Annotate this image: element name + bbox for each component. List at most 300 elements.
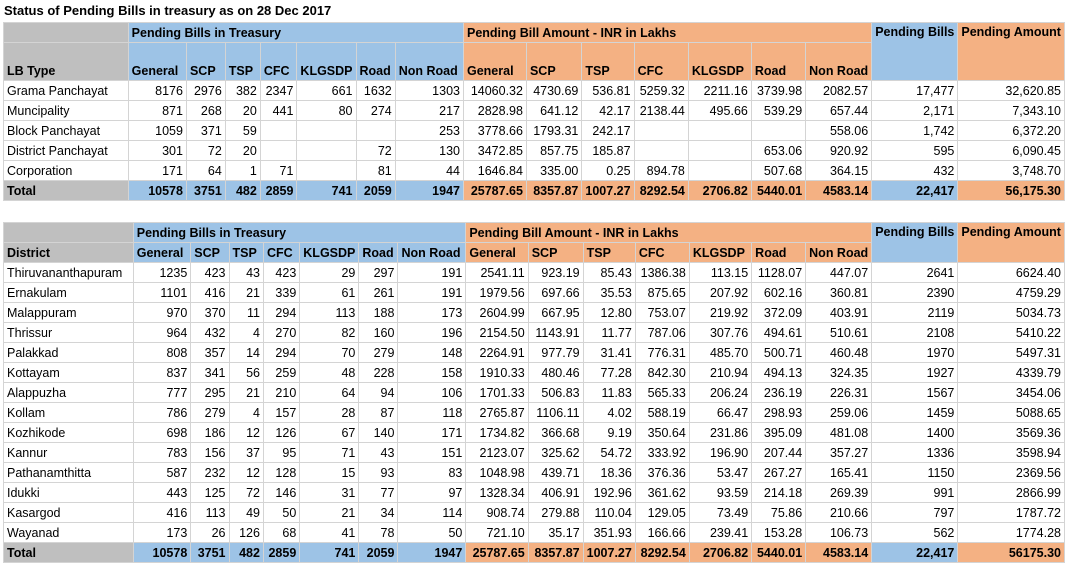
table-cell: 8176: [128, 81, 186, 101]
table-cell: [688, 161, 751, 181]
table-cell: 207.92: [689, 283, 751, 303]
table-cell: 21: [300, 503, 359, 523]
table-cell: 587: [133, 463, 191, 483]
table-cell: 126: [229, 523, 263, 543]
col-header: SCP: [528, 243, 583, 263]
table-cell: 6,090.45: [958, 141, 1065, 161]
table-cell: [751, 121, 805, 141]
table-cell: 186: [191, 423, 229, 443]
table-cell: 171: [398, 423, 466, 443]
total-cell: 4583.14: [806, 543, 872, 563]
col-header: KLGSDP: [688, 43, 751, 81]
table-cell: 72: [229, 483, 263, 503]
table-row: [4, 81, 1065, 101]
table-cell: 146: [263, 483, 299, 503]
table-cell: 188: [359, 303, 398, 323]
col-header: KLGSDP: [297, 43, 356, 81]
table-cell: 12.80: [583, 303, 635, 323]
table-cell: 156: [191, 443, 229, 463]
table-cell: 506.83: [528, 383, 583, 403]
table-cell: 4.02: [583, 403, 635, 423]
table-cell: 2765.87: [466, 403, 528, 423]
table-cell: 1459: [872, 403, 958, 423]
table-cell: 797: [872, 503, 958, 523]
table-cell: 4730.69: [526, 81, 581, 101]
table-cell: 12: [229, 463, 263, 483]
table-cell: 370: [191, 303, 229, 323]
table-cell: 480.46: [528, 363, 583, 383]
table-cell: 1787.72: [958, 503, 1065, 523]
table-cell: 14: [229, 343, 263, 363]
table-cell: 67: [300, 423, 359, 443]
table-cell: 35.17: [528, 523, 583, 543]
table-cell: 423: [191, 263, 229, 283]
table-cell: 32,620.85: [958, 81, 1065, 101]
table-cell: 1235: [133, 263, 191, 283]
table-cell: 71: [300, 443, 359, 463]
table-cell: 21: [229, 283, 263, 303]
pending-bills-header: Pending Bills: [872, 223, 958, 263]
table-cell: 231.86: [689, 423, 751, 443]
table-cell: 364.15: [806, 161, 872, 181]
table-cell: 1734.82: [466, 423, 528, 443]
table-cell: 588.19: [635, 403, 689, 423]
table-cell: 395.09: [752, 423, 806, 443]
table-cell: 3778.66: [463, 121, 526, 141]
table-cell: 207.44: [752, 443, 806, 463]
table-cell: [297, 161, 356, 181]
table-cell: 5034.73: [958, 303, 1065, 323]
table-cell: 753.07: [635, 303, 689, 323]
col-header: CFC: [263, 243, 299, 263]
table-row: [4, 141, 1065, 161]
table-cell: 77.28: [583, 363, 635, 383]
col-header: KLGSDP: [689, 243, 751, 263]
table-cell: 1101: [133, 283, 191, 303]
table-cell: 64: [186, 161, 225, 181]
table-cell: 1328.34: [466, 483, 528, 503]
table-cell: 274: [356, 101, 395, 121]
table-cell: 2976: [186, 81, 225, 101]
table-cell: 1128.07: [752, 263, 806, 283]
table-cell: 657.44: [806, 101, 872, 121]
total-cell: 25787.65: [463, 181, 526, 201]
table-row: [4, 323, 1065, 343]
table-cell: 71: [260, 161, 297, 181]
table-cell: 239.41: [689, 523, 751, 543]
table-cell: 66.47: [689, 403, 751, 423]
row-label: Alappuzha: [4, 383, 134, 403]
table-cell: 447.07: [806, 263, 872, 283]
table-cell: 500.71: [752, 343, 806, 363]
table-cell: 786: [133, 403, 191, 423]
table-cell: 1059: [128, 121, 186, 141]
table-cell: 1336: [872, 443, 958, 463]
total-cell: 3751: [186, 181, 225, 201]
table-cell: 602.16: [752, 283, 806, 303]
table-cell: 3454.06: [958, 383, 1065, 403]
table-cell: 279: [359, 343, 398, 363]
table-row: [4, 403, 1065, 423]
table-cell: 20: [225, 101, 260, 121]
col-header: Road: [359, 243, 398, 263]
total-cell: 1007.27: [583, 543, 635, 563]
table-cell: 460.48: [806, 343, 872, 363]
table-cell: 416: [191, 283, 229, 303]
table-cell: 14060.32: [463, 81, 526, 101]
row-label: Ernakulam: [4, 283, 134, 303]
table-cell: [260, 141, 297, 161]
col-header: SCP: [186, 43, 225, 81]
table-cell: 21: [229, 383, 263, 403]
row-label: Idukki: [4, 483, 134, 503]
table-cell: 80: [297, 101, 356, 121]
table-cell: 2264.91: [466, 343, 528, 363]
total-cell: 5440.01: [752, 543, 806, 563]
table-cell: 1150: [872, 463, 958, 483]
table-cell: 173: [133, 523, 191, 543]
table-row: [4, 283, 1065, 303]
table-cell: 562: [872, 523, 958, 543]
table-cell: 85.43: [583, 263, 635, 283]
table-cell: 1,742: [872, 121, 958, 141]
table-cell: 259.06: [806, 403, 872, 423]
table-cell: 595: [872, 141, 958, 161]
total-cell: 482: [225, 181, 260, 201]
table-cell: 2369.56: [958, 463, 1065, 483]
table-cell: 360.81: [806, 283, 872, 303]
table-cell: 242.17: [582, 121, 634, 141]
table-row: [4, 423, 1065, 443]
amount-group-header: Pending Bill Amount - INR in Lakhs: [466, 223, 872, 243]
table-cell: 2390: [872, 283, 958, 303]
table-cell: 113: [191, 503, 229, 523]
table-row: [4, 503, 1065, 523]
table-cell: 113.15: [689, 263, 751, 283]
table-cell: 1774.28: [958, 523, 1065, 543]
table-cell: 661: [297, 81, 356, 101]
table-cell: 42.17: [582, 101, 634, 121]
table-cell: 70: [300, 343, 359, 363]
total-cell: 2706.82: [689, 543, 751, 563]
table-cell: 106.73: [806, 523, 872, 543]
table-cell: 61: [300, 283, 359, 303]
table-cell: 236.19: [752, 383, 806, 403]
table-cell: 6624.40: [958, 263, 1065, 283]
table-cell: 4: [229, 403, 263, 423]
col-header: Road: [752, 243, 806, 263]
table-cell: 97: [398, 483, 466, 503]
table-cell: 357.27: [806, 443, 872, 463]
table-cell: 964: [133, 323, 191, 343]
table-cell: 372.09: [752, 303, 806, 323]
table-cell: 923.19: [528, 263, 583, 283]
table-cell: 837: [133, 363, 191, 383]
table-cell: 106: [398, 383, 466, 403]
table-cell: 432: [872, 161, 958, 181]
table-cell: 226.31: [806, 383, 872, 403]
table-cell: 1793.31: [526, 121, 581, 141]
table-cell: 59: [225, 121, 260, 141]
table-cell: 558.06: [806, 121, 872, 141]
table-cell: 259: [263, 363, 299, 383]
table-cell: 307.76: [689, 323, 751, 343]
table-cell: 214.18: [752, 483, 806, 503]
row-label: Thiruvananthapuram: [4, 263, 134, 283]
total-cell: 8357.87: [526, 181, 581, 201]
table-cell: 2866.99: [958, 483, 1065, 503]
table-cell: 351.93: [583, 523, 635, 543]
table-cell: 416: [133, 503, 191, 523]
total-cell: 56,175.30: [958, 181, 1065, 201]
table-cell: 2,171: [872, 101, 958, 121]
total-cell: 5440.01: [751, 181, 805, 201]
table-row: [4, 263, 1065, 283]
row-label: Kozhikode: [4, 423, 134, 443]
table-cell: 191: [398, 263, 466, 283]
table-cell: 641.12: [526, 101, 581, 121]
table-cell: 11.83: [583, 383, 635, 403]
table-cell: 219.92: [689, 303, 751, 323]
table-cell: 339: [263, 283, 299, 303]
row-label: Block Panchayat: [4, 121, 129, 141]
table-cell: 7,343.10: [958, 101, 1065, 121]
table-cell: 113: [300, 303, 359, 323]
table-cell: [260, 121, 297, 141]
table-cell: 185.87: [582, 141, 634, 161]
total-cell: 22,417: [872, 543, 958, 563]
table-cell: 267.27: [752, 463, 806, 483]
table-cell: 261: [359, 283, 398, 303]
table-cell: 77: [359, 483, 398, 503]
table-cell: 56: [229, 363, 263, 383]
col-header: CFC: [635, 243, 689, 263]
table-cell: 160: [359, 323, 398, 343]
table-cell: 1567: [872, 383, 958, 403]
table-cell: 3,748.70: [958, 161, 1065, 181]
table-cell: 439.71: [528, 463, 583, 483]
pending-amount-header: Pending Amount: [958, 223, 1065, 263]
lb-type-table: [3, 22, 1065, 201]
table-cell: 129.05: [635, 503, 689, 523]
col-header: TSP: [225, 43, 260, 81]
table-cell: 1143.91: [528, 323, 583, 343]
table-cell: 539.29: [751, 101, 805, 121]
table-cell: 125: [191, 483, 229, 503]
table-cell: 357: [191, 343, 229, 363]
table-cell: [356, 121, 395, 141]
table-cell: 443: [133, 483, 191, 503]
table-cell: 991: [872, 483, 958, 503]
table-cell: 269.39: [806, 483, 872, 503]
table-cell: 495.66: [688, 101, 751, 121]
table-cell: 28: [300, 403, 359, 423]
table-cell: 35.53: [583, 283, 635, 303]
table-cell: 507.68: [751, 161, 805, 181]
table-cell: 1970: [872, 343, 958, 363]
table-cell: [634, 141, 688, 161]
table-cell: 301: [128, 141, 186, 161]
row-label: Kannur: [4, 443, 134, 463]
col-header: General: [128, 43, 186, 81]
table-cell: 366.68: [528, 423, 583, 443]
table-cell: 2108: [872, 323, 958, 343]
table-cell: 279: [191, 403, 229, 423]
table-cell: 857.75: [526, 141, 581, 161]
total-cell: 741: [297, 181, 356, 201]
total-cell: 56175.30: [958, 543, 1065, 563]
table-cell: 908.74: [466, 503, 528, 523]
table-cell: 2211.16: [688, 81, 751, 101]
total-cell: 2059: [356, 181, 395, 201]
col-header: Non Road: [806, 243, 872, 263]
table-cell: 2123.07: [466, 443, 528, 463]
table-cell: 2138.44: [634, 101, 688, 121]
table-cell: 151: [398, 443, 466, 463]
row-label: Malappuram: [4, 303, 134, 323]
table-cell: 2541.11: [466, 263, 528, 283]
total-cell: 1007.27: [582, 181, 634, 201]
table-cell: 270: [263, 323, 299, 343]
table-cell: 196: [398, 323, 466, 343]
table-cell: 171: [128, 161, 186, 181]
table-cell: 196.90: [689, 443, 751, 463]
col-header: General: [463, 43, 526, 81]
total-label: Total: [4, 181, 129, 201]
table-row: [4, 303, 1065, 323]
table-cell: 268: [186, 101, 225, 121]
table-cell: 2119: [872, 303, 958, 323]
table-cell: 64: [300, 383, 359, 403]
table-cell: 371: [186, 121, 225, 141]
table-cell: 93.59: [689, 483, 751, 503]
table-cell: 1632: [356, 81, 395, 101]
table-cell: 667.95: [528, 303, 583, 323]
table-cell: 776.31: [635, 343, 689, 363]
table-cell: 253: [395, 121, 463, 141]
total-row: [4, 181, 1065, 201]
table-cell: 324.35: [806, 363, 872, 383]
table-cell: 325.62: [528, 443, 583, 463]
table-cell: 2641: [872, 263, 958, 283]
table-cell: 15: [300, 463, 359, 483]
table-cell: 565.33: [635, 383, 689, 403]
table-cell: 87: [359, 403, 398, 423]
table-cell: 53.47: [689, 463, 751, 483]
table-cell: 228: [359, 363, 398, 383]
table-cell: [688, 121, 751, 141]
table-cell: 165.41: [806, 463, 872, 483]
table-row: [4, 483, 1065, 503]
col-header: Road: [751, 43, 805, 81]
table-cell: 1646.84: [463, 161, 526, 181]
col-header: SCP: [526, 43, 581, 81]
table-cell: 403.91: [806, 303, 872, 323]
table-cell: 808: [133, 343, 191, 363]
table-cell: 48: [300, 363, 359, 383]
table-cell: 376.36: [635, 463, 689, 483]
table-cell: 536.81: [582, 81, 634, 101]
table-cell: 192.96: [583, 483, 635, 503]
total-cell: 2059: [359, 543, 398, 563]
table-cell: 1979.56: [466, 283, 528, 303]
table-cell: 31.41: [583, 343, 635, 363]
table-cell: 126: [263, 423, 299, 443]
total-row: [4, 543, 1065, 563]
table-row: [4, 443, 1065, 463]
table-cell: 333.92: [635, 443, 689, 463]
table-cell: 279.88: [528, 503, 583, 523]
table-cell: 1303: [395, 81, 463, 101]
table-row: [4, 523, 1065, 543]
table-cell: 158: [398, 363, 466, 383]
table-cell: 148: [398, 343, 466, 363]
table-cell: 50: [263, 503, 299, 523]
table-cell: 78: [359, 523, 398, 543]
total-cell: 1947: [398, 543, 466, 563]
table-cell: 73.49: [689, 503, 751, 523]
table-cell: 1701.33: [466, 383, 528, 403]
total-cell: 10578: [133, 543, 191, 563]
label-header: LB Type: [4, 43, 129, 81]
table-cell: 232: [191, 463, 229, 483]
amount-group-header: Pending Bill Amount - INR in Lakhs: [463, 23, 871, 43]
total-cell: 8292.54: [634, 181, 688, 201]
table-cell: 206.24: [689, 383, 751, 403]
table-cell: 210.66: [806, 503, 872, 523]
table-cell: 43: [229, 263, 263, 283]
table-cell: [297, 121, 356, 141]
table-cell: 210.94: [689, 363, 751, 383]
row-label: Kottayam: [4, 363, 134, 383]
table-cell: 110.04: [583, 503, 635, 523]
table-cell: 50: [398, 523, 466, 543]
table-cell: 481.08: [806, 423, 872, 443]
table-cell: 4: [229, 323, 263, 343]
row-label: District Panchayat: [4, 141, 129, 161]
col-header: CFC: [634, 43, 688, 81]
table-cell: 43: [359, 443, 398, 463]
table-cell: 361.62: [635, 483, 689, 503]
district-table: [3, 222, 1065, 563]
table-cell: 29: [300, 263, 359, 283]
table-cell: 6,372.20: [958, 121, 1065, 141]
table-cell: 698: [133, 423, 191, 443]
table-cell: 977.79: [528, 343, 583, 363]
table-cell: 93: [359, 463, 398, 483]
table-cell: 18.36: [583, 463, 635, 483]
table-cell: 510.61: [806, 323, 872, 343]
table-cell: 17,477: [872, 81, 958, 101]
table-cell: 2828.98: [463, 101, 526, 121]
table-cell: 494.13: [752, 363, 806, 383]
col-header: TSP: [229, 243, 263, 263]
table-cell: 5259.32: [634, 81, 688, 101]
total-cell: 8292.54: [635, 543, 689, 563]
table-cell: 3739.98: [751, 81, 805, 101]
table-cell: 894.78: [634, 161, 688, 181]
table-cell: 3472.85: [463, 141, 526, 161]
table-cell: 335.00: [526, 161, 581, 181]
table-cell: 341: [191, 363, 229, 383]
table-cell: 1106.11: [528, 403, 583, 423]
table-cell: 153.28: [752, 523, 806, 543]
table-cell: 2347: [260, 81, 297, 101]
table-cell: 871: [128, 101, 186, 121]
table-cell: 294: [263, 343, 299, 363]
table-cell: 94: [359, 383, 398, 403]
col-header: Non Road: [398, 243, 466, 263]
